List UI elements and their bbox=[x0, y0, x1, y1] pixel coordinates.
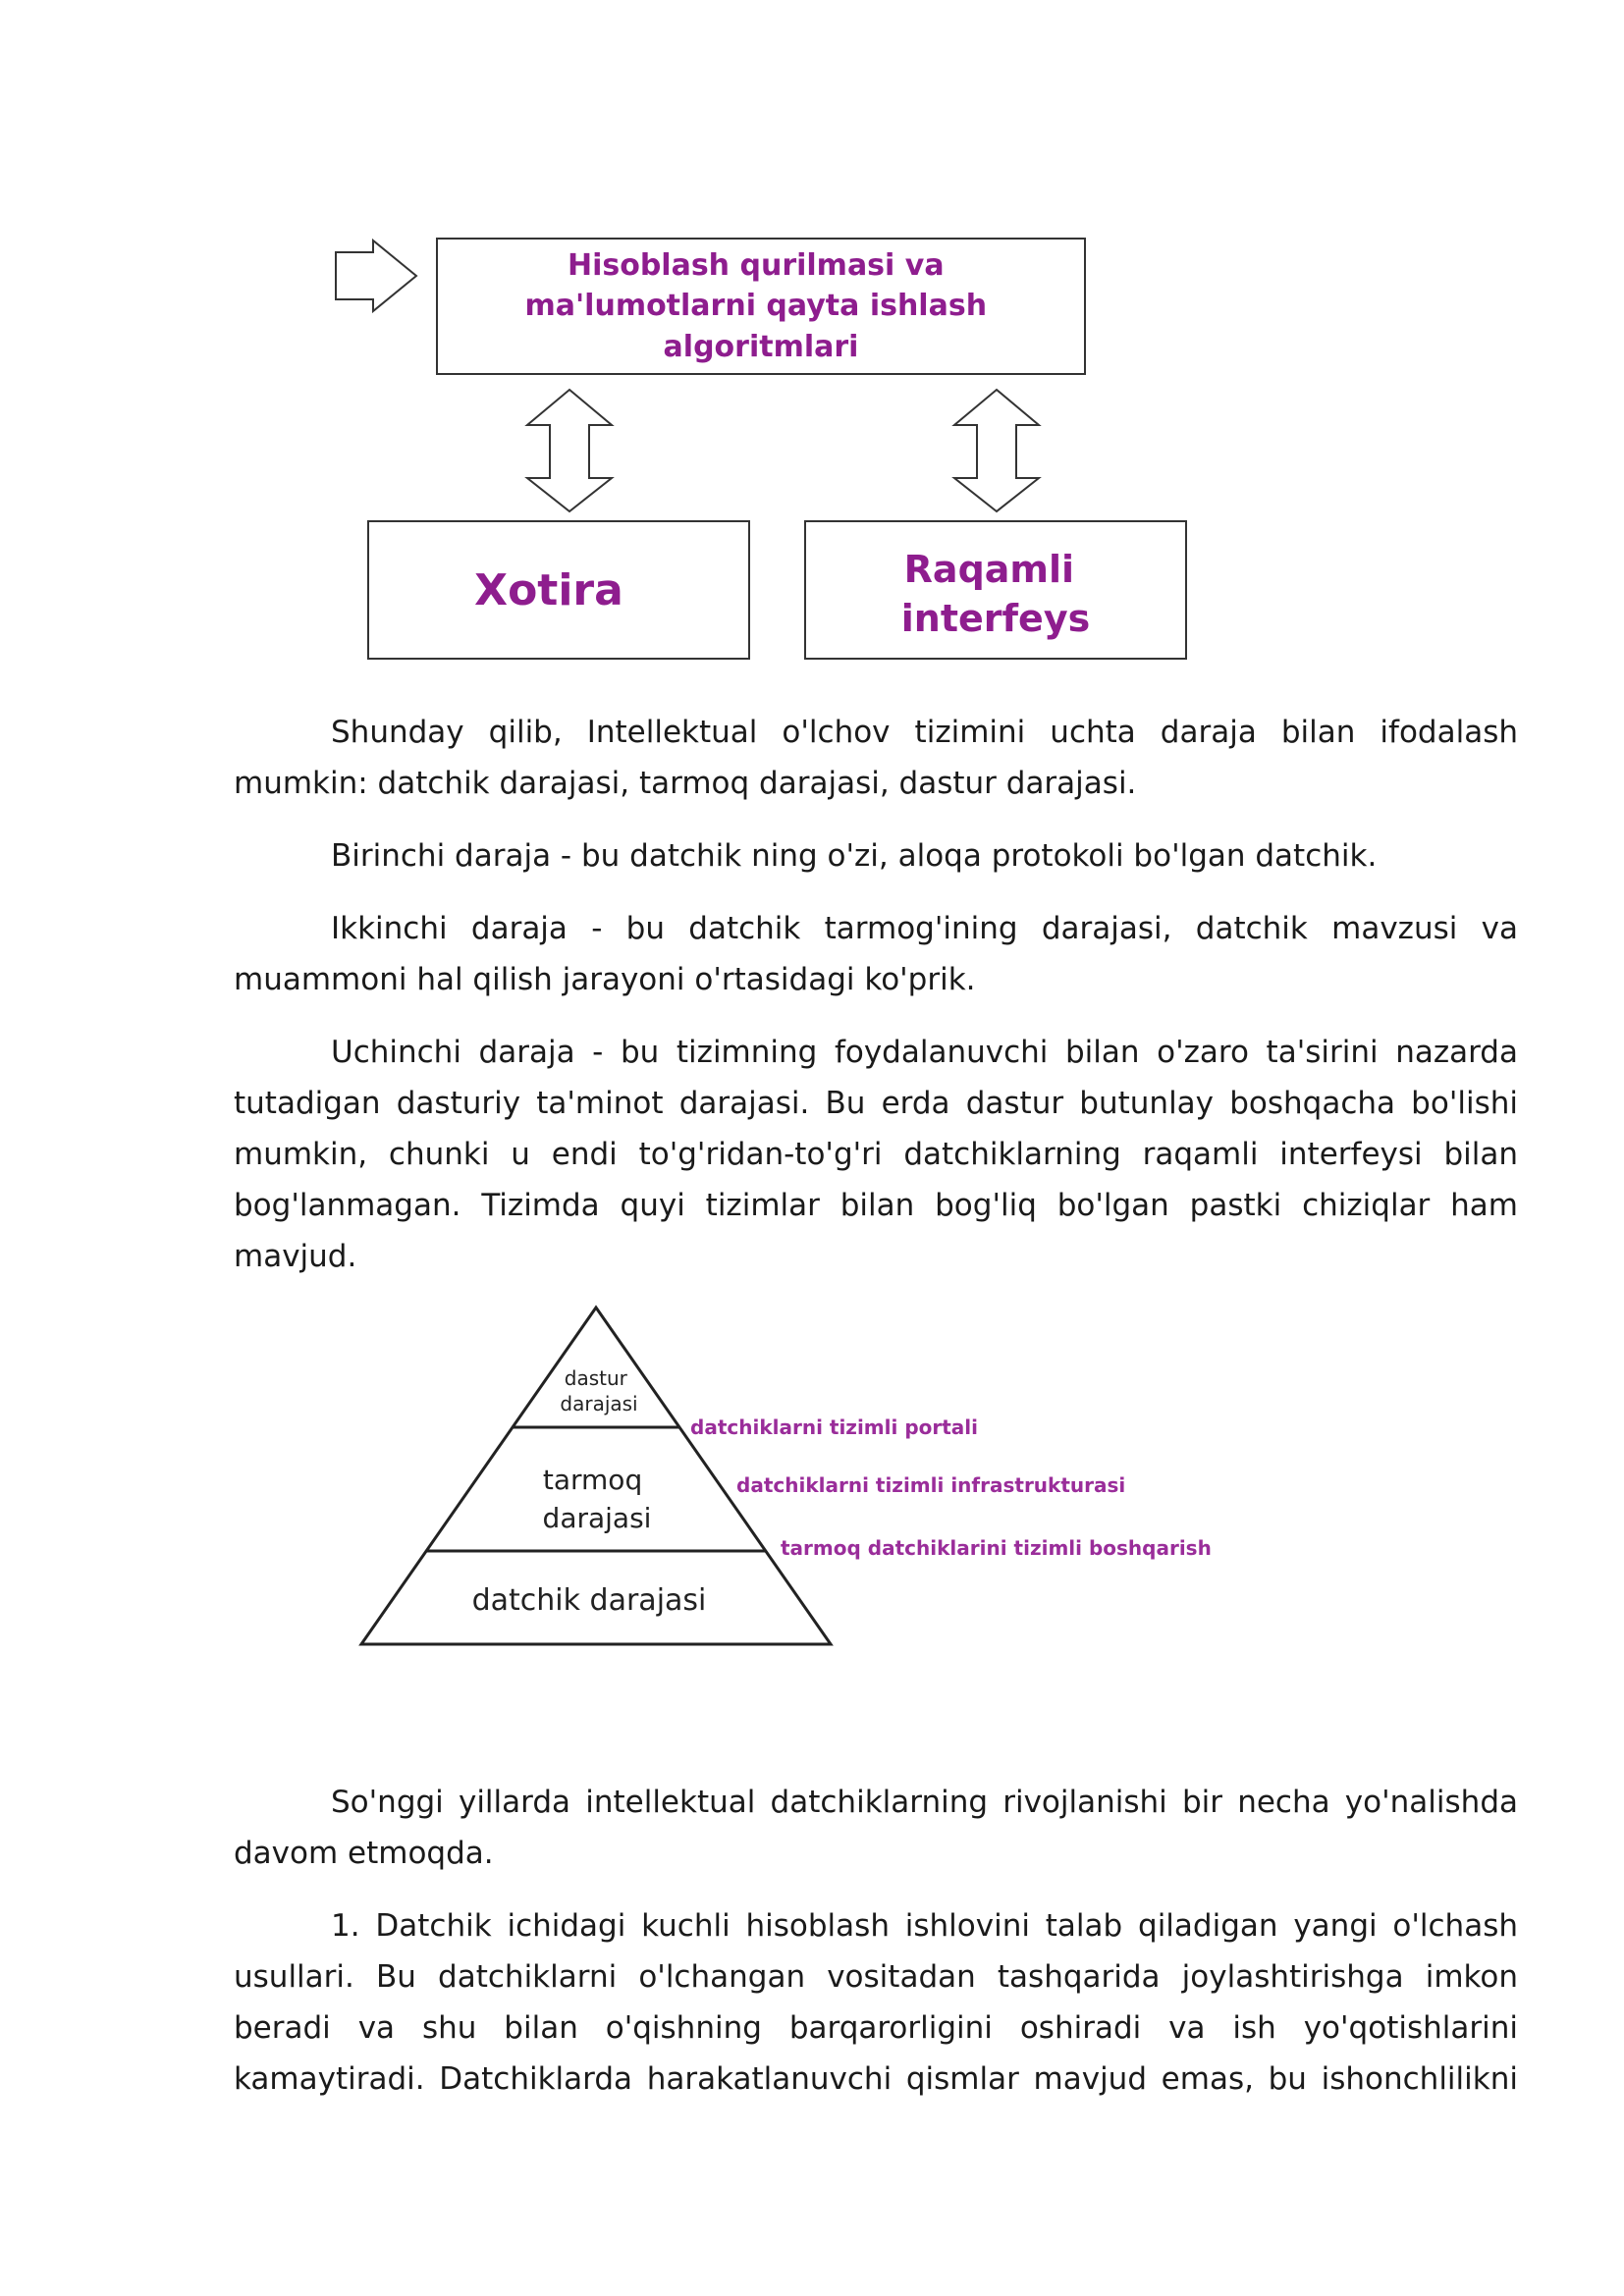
side-label-portal: datchiklarni tizimli portali bbox=[690, 1415, 979, 1439]
network-level-line-1: tarmoq bbox=[542, 1464, 643, 1496]
side-label-infrastructure: datchiklarni tizimli infrastrukturasi bbox=[736, 1473, 1126, 1497]
block-diagram bbox=[324, 221, 1218, 682]
processing-box-line-1: Hisoblash qurilmasi va bbox=[567, 248, 945, 283]
paragraph-2: Birinchi daraja - bu datchik ning o'zi, aloqa protokoli bo'lgan datchik. bbox=[331, 838, 1378, 874]
sensor-level-label: datchik darajasi bbox=[471, 1583, 707, 1618]
side-label-management: tarmoq datchiklarini tizimli boshqarish bbox=[781, 1536, 1212, 1560]
input-arrow-icon bbox=[336, 240, 416, 311]
paragraph-1: Shunday qilib, Intellektual o'lchov tizimini uchta daraja bilan ifodalash mumkin: datchik darajasi, tarmoq darajasi, dastur darajasi. bbox=[234, 715, 1518, 801]
software-level-line-2: darajasi bbox=[560, 1392, 638, 1415]
paragraph-3: Ikkinchi daraja - bu datchik tarmog'ining darajasi, datchik mavzusi va muammoni hal qilish jarayoni o'rtasidagi ko'prik. bbox=[234, 911, 1518, 997]
body-text-top bbox=[234, 707, 1518, 1282]
body-text-bottom bbox=[234, 1777, 1518, 2105]
paragraph-5: So'nggi yillarda intellektual datchiklarning rivojlanishi bir necha yo'nalishda davom etmoqda. bbox=[234, 1785, 1518, 1871]
processing-box-line-2: ma'lumotlarni qayta ishlash bbox=[524, 289, 988, 323]
digital-interface-line-2: interfeys bbox=[900, 597, 1091, 640]
paragraph-6: 1. Datchik ichidagi kuchli hisoblash ishlovini talab qiladigan yangi o'lchash usullari. Bu datchiklarni o'lchangan vositadan tashqarida joylashtirishga imkon beradi va shu bilan o'qishning barqarorligini oshiradi va ish yo'qotishlarini kamaytiradi. Datchiklarda harakatlanuvchi qismlar mavjud emas, bu ishonchlilikni bbox=[234, 1908, 1518, 2097]
memory-box-label: Xotira bbox=[474, 565, 623, 615]
double-arrow-right-icon bbox=[954, 390, 1039, 511]
software-level-line-1: dastur bbox=[564, 1366, 627, 1390]
level-pyramid bbox=[344, 1296, 1227, 1669]
double-arrow-left-icon bbox=[527, 390, 612, 511]
paragraph-4: Uchinchi daraja - bu tizimning foydalanuvchi bilan o'zaro ta'sirini nazarda tutadigan dasturiy ta'minot darajasi. Bu erda dastur butunlay boshqacha bo'lishi mumkin, chunki u endi to'g'ridan-to'g'ri datchiklarning raqamli interfeysi bilan bog'lanmagan. Tizimda quyi tizimlar bilan bog'liq bo'lgan pastki chiziqlar ham mavjud. bbox=[234, 1035, 1518, 1274]
digital-interface-line-1: Raqamli bbox=[903, 548, 1075, 591]
processing-box-line-3: algoritmlari bbox=[663, 330, 859, 364]
network-level-line-2: darajasi bbox=[542, 1502, 652, 1534]
